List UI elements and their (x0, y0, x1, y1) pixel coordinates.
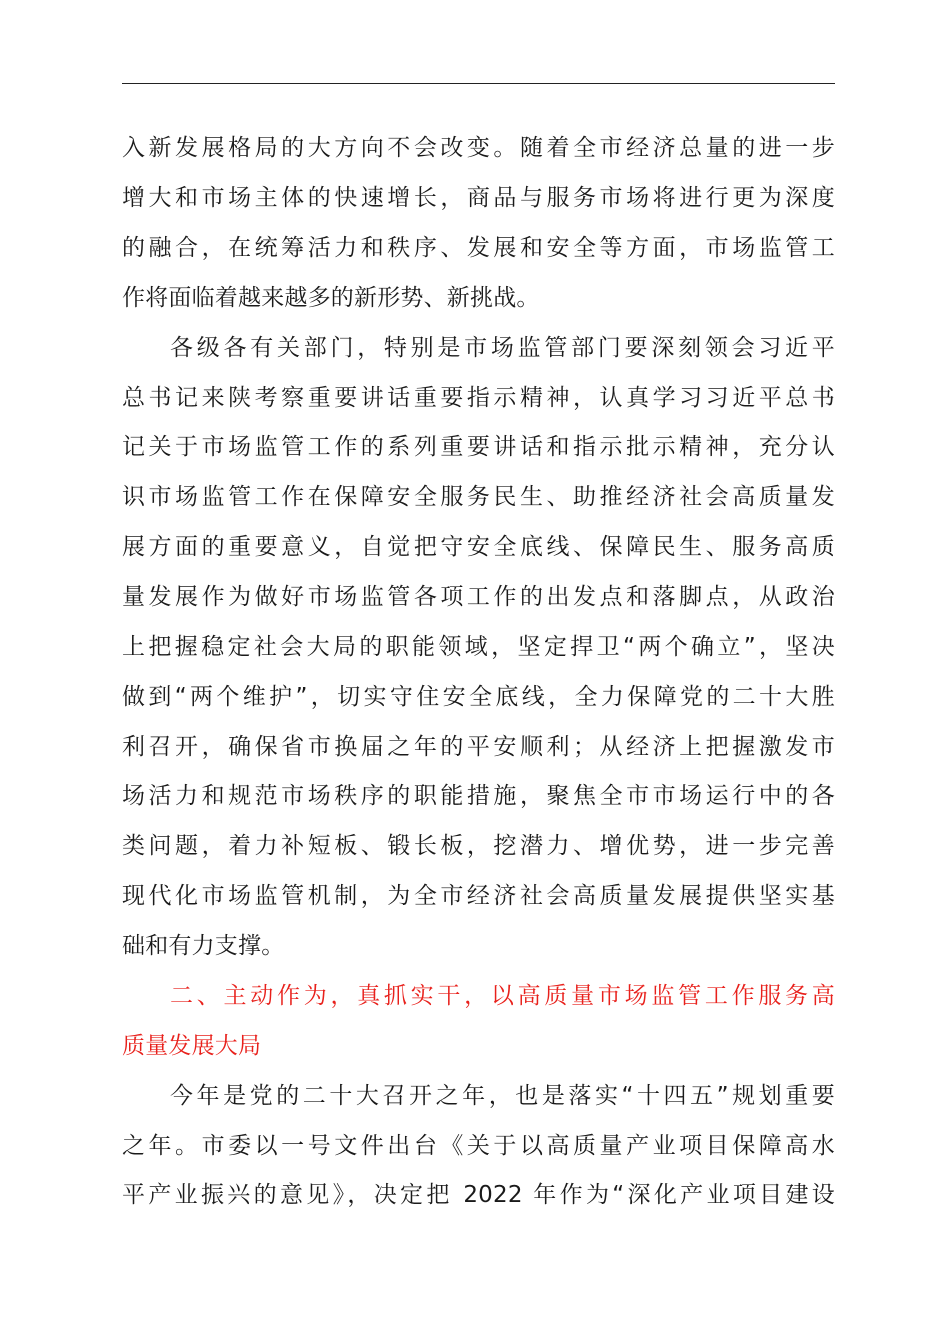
text-line: 现代化市场监管机制，为全市经济社会高质量发展提供坚实基 (122, 883, 835, 909)
text-line: 展方面的重要意义，自觉把守安全底线、保障民生、服务高质 (122, 534, 835, 560)
text-line: 作将面临着越来越多的新形势、新挑战。 (122, 285, 540, 311)
text-line: 入新发展格局的大方向不会改变。随着全市经济总量的进一步 (122, 135, 835, 161)
section-heading-line: 二、主动作为，真抓实干，以高质量市场监管工作服务高 (170, 983, 835, 1009)
text-line: 记关于市场监管工作的系列重要讲话和指示批示精神，充分认 (122, 434, 835, 460)
text-line: 增大和市场主体的快速增长，商品与服务市场将进行更为深度 (122, 185, 835, 211)
text-line: 量发展作为做好市场监管各项工作的出发点和落脚点，从政治 (122, 584, 835, 610)
text-line: 的融合，在统筹活力和秩序、发展和安全等方面，市场监管工 (122, 235, 835, 261)
text-line: 各级各有关部门，特别是市场监管部门要深刻领会习近平 (170, 335, 835, 361)
text-line: 总书记来陕考察重要讲话重要指示精神，认真学习习近平总书 (122, 385, 835, 411)
text-line: 类问题，着力补短板、锻长板，挖潜力、增优势，进一步完善 (122, 833, 835, 859)
text-line: 上把握稳定社会大局的职能领域，坚定捍卫“两个确立”，坚决 (122, 634, 835, 660)
text-line: 场活力和规范市场秩序的职能措施，聚焦全市市场运行中的各 (122, 783, 835, 809)
text-line: 平产业振兴的意见》，决定把 2022 年作为“深化产业项目建设 (122, 1182, 835, 1208)
header-rule (122, 83, 835, 84)
text-line: 础和有力支撑。 (122, 933, 285, 959)
text-line: 识市场监管工作在保障安全服务民生、助推经济社会高质量发 (122, 484, 835, 510)
text-line: 做到“两个维护”，切实守住安全底线，全力保障党的二十大胜 (122, 684, 835, 710)
section-heading-line: 质量发展大局 (122, 1033, 262, 1059)
text-line: 利召开，确保省市换届之年的平安顺利；从经济上把握激发市 (122, 734, 835, 760)
text-line: 之年。市委以一号文件出台《关于以高质量产业项目保障高水 (122, 1133, 835, 1159)
text-line: 今年是党的二十大召开之年，也是落实“十四五”规划重要 (170, 1083, 835, 1109)
